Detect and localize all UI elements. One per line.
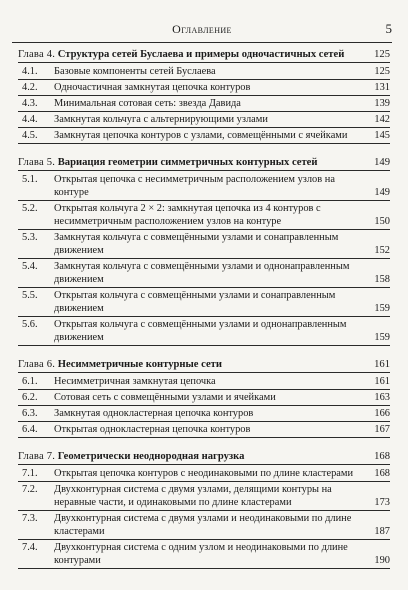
entry-page-number: 161 bbox=[374, 376, 390, 387]
entry-number: 6.1. bbox=[22, 376, 38, 387]
entry-number: 6.3. bbox=[22, 408, 38, 419]
entry-page-number: 149 bbox=[374, 187, 390, 198]
entry-title: Замкнутая кольчуга с совмещёнными узлами и сонаправленным движением bbox=[54, 232, 339, 256]
page-number: 5 bbox=[385, 21, 392, 36]
entry-title: Замкнутая кольчуга с альтернирующими узлами bbox=[54, 114, 268, 125]
chapter-block bbox=[18, 48, 390, 144]
chapter-label: Глава 5. bbox=[18, 157, 56, 168]
chapter-block bbox=[18, 450, 390, 569]
entry-page-number: 145 bbox=[374, 130, 390, 141]
entry-page-number: 163 bbox=[374, 392, 390, 403]
entry-title: Открытая одноклaстерная цепочка контуров bbox=[54, 424, 251, 435]
entry-number: 5.4. bbox=[22, 261, 38, 272]
entry-title: Сотовая сеть с совмещёнными узлами и ячейками bbox=[54, 392, 276, 403]
entry-title: Несимметричная замкнутая цепочка bbox=[54, 376, 216, 387]
entry-number: 7.2. bbox=[22, 484, 38, 495]
toc-entry[interactable] bbox=[18, 422, 390, 438]
chapter-block bbox=[18, 156, 390, 346]
entry-title: Базовые компоненты сетей Буслаева bbox=[54, 66, 216, 77]
entry-title: Открытая кольчуга с совмещёнными узлами и сонаправленным движением bbox=[54, 290, 336, 314]
entry-number: 7.1. bbox=[22, 468, 38, 479]
entry-number: 4.1. bbox=[22, 66, 38, 77]
entry-page-number: 125 bbox=[374, 66, 390, 77]
entry-number: 5.1. bbox=[22, 174, 38, 185]
entry-title: Открытая цепочка контуров с неодинаковыми по длине кластерами bbox=[54, 468, 354, 479]
toc-entry[interactable] bbox=[18, 390, 390, 406]
entry-title: Открытая кольчуга с совмещёнными узлами и однонаправленным движением bbox=[54, 319, 347, 343]
entry-number: 5.6. bbox=[22, 319, 38, 330]
chapter-title: Несимметричные контурные сети bbox=[57, 359, 222, 370]
toc-entry[interactable] bbox=[18, 80, 390, 96]
chapter-label: Глава 6. bbox=[18, 359, 56, 370]
toc-entry[interactable] bbox=[18, 511, 390, 540]
chapter-page-number: 168 bbox=[374, 451, 390, 462]
chapter-page-number: 125 bbox=[374, 49, 390, 60]
toc-entry[interactable] bbox=[18, 172, 390, 201]
toc-entry[interactable] bbox=[18, 288, 390, 317]
entry-page-number: 150 bbox=[374, 216, 390, 227]
entry-page-number: 158 bbox=[374, 274, 390, 285]
entry-number: 5.5. bbox=[22, 290, 38, 301]
entry-number: 4.5. bbox=[22, 130, 38, 141]
chapter-rule bbox=[18, 372, 390, 373]
chapter-rule bbox=[18, 170, 390, 171]
chapter-heading[interactable] bbox=[18, 358, 390, 371]
table-of-contents bbox=[18, 48, 390, 581]
entry-title: Открытая цепочка с несимметричным расположением узлов на контуре bbox=[54, 174, 335, 198]
header-title: Оглавление bbox=[172, 22, 232, 36]
toc-entry[interactable] bbox=[18, 112, 390, 128]
chapter-label: Глава 4. bbox=[18, 49, 56, 60]
chapter-rule bbox=[18, 464, 390, 465]
entry-page-number: 131 bbox=[374, 82, 390, 93]
entry-page-number: 142 bbox=[374, 114, 390, 125]
entry-page-number: 152 bbox=[374, 245, 390, 256]
entry-title: Замкнутая кольчуга с совмещёнными узлами и однонаправленным движением bbox=[54, 261, 350, 285]
entry-page-number: 166 bbox=[374, 408, 390, 419]
entry-number: 6.4. bbox=[22, 424, 38, 435]
chapter-title: Структура сетей Буслаева и примеры одночастичных сетей bbox=[57, 49, 345, 60]
entry-page-number: 159 bbox=[374, 332, 390, 343]
entry-title: Двухконтурная система с одним узлом и неодинаковыми по длине контурами bbox=[54, 542, 348, 566]
toc-entry[interactable] bbox=[18, 201, 390, 230]
entry-number: 4.3. bbox=[22, 98, 38, 109]
chapter-title: Вариация геометрии симметричных контурных сетей bbox=[57, 157, 318, 168]
entry-number: 7.4. bbox=[22, 542, 38, 553]
entry-title: Замкнутая цепочка контуров с узлами, совмещёнными с ячейками bbox=[54, 130, 348, 141]
entry-number: 4.4. bbox=[22, 114, 38, 125]
chapter-label: Глава 7. bbox=[18, 451, 56, 462]
chapter-rule bbox=[18, 62, 390, 63]
entry-page-number: 187 bbox=[374, 526, 390, 537]
entry-title: Двухконтурная система с двумя узлами, делящими контуры на неравные части, и одинаковыми по длине кластерами bbox=[54, 484, 332, 508]
entry-title: Одночастичная замкнутая цепочка контуров bbox=[54, 82, 251, 93]
entry-number: 6.2. bbox=[22, 392, 38, 403]
chapter-heading[interactable] bbox=[18, 48, 390, 61]
entry-title: Двухконтурная система с двумя узлами и неодинаковыми по длине кластерами bbox=[54, 513, 352, 537]
entry-page-number: 139 bbox=[374, 98, 390, 109]
chapter-heading[interactable] bbox=[18, 450, 390, 463]
entry-number: 7.3. bbox=[22, 513, 38, 524]
toc-entry[interactable] bbox=[18, 96, 390, 112]
toc-entry[interactable] bbox=[18, 230, 390, 259]
toc-entry[interactable] bbox=[18, 64, 390, 80]
chapter-title: Геометрически неоднородная нагрузка bbox=[57, 451, 245, 462]
entry-page-number: 168 bbox=[374, 468, 390, 479]
running-header bbox=[12, 20, 392, 43]
entry-page-number: 190 bbox=[374, 555, 390, 566]
toc-entry[interactable] bbox=[18, 317, 390, 346]
entry-page-number: 173 bbox=[374, 497, 390, 508]
toc-entry[interactable] bbox=[18, 466, 390, 482]
toc-entry[interactable] bbox=[18, 374, 390, 390]
toc-entry[interactable] bbox=[18, 482, 390, 511]
entry-page-number: 159 bbox=[374, 303, 390, 314]
chapter-block bbox=[18, 358, 390, 438]
entry-page-number: 167 bbox=[374, 424, 390, 435]
chapter-page-number: 149 bbox=[374, 157, 390, 168]
entry-number: 4.2. bbox=[22, 82, 38, 93]
entry-title: Замкнутая одноклaстерная цепочка контуров bbox=[54, 408, 254, 419]
toc-entry[interactable] bbox=[18, 540, 390, 569]
entry-number: 5.2. bbox=[22, 203, 38, 214]
chapter-page-number: 161 bbox=[374, 359, 390, 370]
entry-number: 5.3. bbox=[22, 232, 38, 243]
toc-entry[interactable] bbox=[18, 259, 390, 288]
toc-entry[interactable] bbox=[18, 406, 390, 422]
entry-title: Минимальная сотовая сеть: звезда Давида bbox=[54, 98, 241, 109]
entry-title: Открытая кольчуга 2 × 2: замкнутая цепочка из 4 контуров с несимметричным расположением узлов на контуре bbox=[54, 203, 321, 227]
toc-entry[interactable] bbox=[18, 128, 390, 144]
chapter-heading[interactable] bbox=[18, 156, 390, 169]
